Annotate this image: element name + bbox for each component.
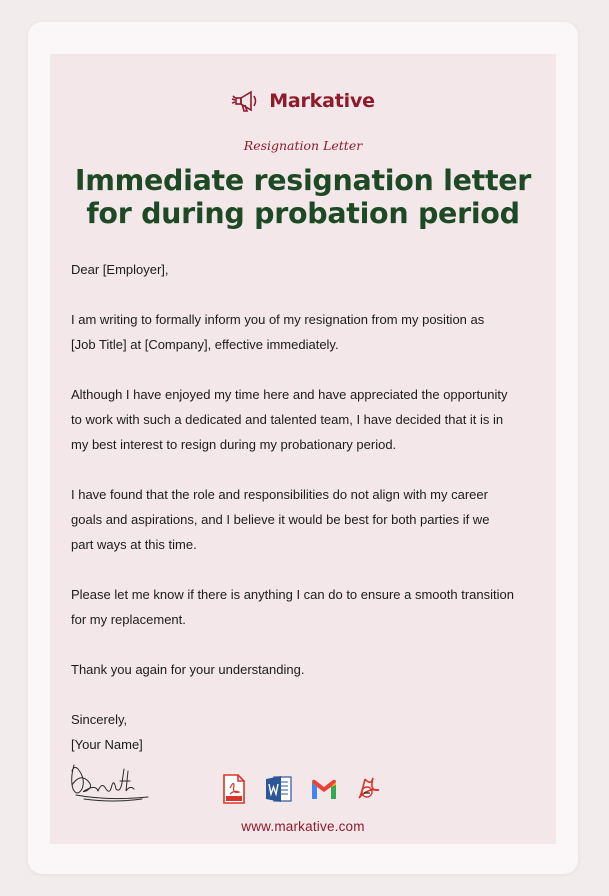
- download-icons: [220, 774, 383, 804]
- paragraph-5: [71, 657, 545, 682]
- paragraph-line: I am writing to formally inform you of my resignation from my position as: [71, 312, 485, 327]
- closing: Sincerely,: [71, 712, 128, 727]
- letter-card: [28, 22, 578, 874]
- pdf-icon[interactable]: [220, 774, 248, 804]
- closing-block: [71, 707, 545, 757]
- paragraph-line: part ways at this time.: [71, 537, 197, 552]
- paragraph-4: [71, 582, 545, 632]
- word-icon[interactable]: [265, 774, 293, 804]
- paragraph-line: Although I have enjoyed my time here and have appreciated the opportunity: [71, 387, 508, 402]
- paragraph-line: to work with such a dedicated and talented team, I have decided that it is in: [71, 412, 504, 427]
- adobe-acrobat-icon[interactable]: [355, 774, 383, 804]
- paragraph-line: [Job Title] at [Company], effective immediately.: [71, 337, 339, 352]
- paragraph-line: goals and aspirations, and I believe it would be best for both parties if we: [71, 512, 490, 527]
- paragraph-3: [71, 482, 545, 557]
- page-title: [60, 164, 546, 230]
- footer-website-link[interactable]: www.markative.com: [241, 819, 365, 834]
- title-line-1: Immediate resignation letter: [74, 164, 532, 197]
- brand-logo: [50, 86, 556, 116]
- paragraph-line: I have found that the role and responsibilities do not align with my career: [71, 487, 488, 502]
- handwritten-signature: [68, 759, 152, 803]
- paragraph-2: [71, 382, 545, 457]
- gmail-icon[interactable]: [310, 774, 338, 804]
- paragraph-line: Thank you again for your understanding.: [71, 662, 305, 677]
- letter-paper: [50, 54, 556, 844]
- paragraph-1: [71, 307, 545, 357]
- title-line-2: for during probation period: [86, 197, 520, 230]
- paragraph-line: for my replacement.: [71, 612, 186, 627]
- greeting: Dear [Employer],: [71, 262, 169, 277]
- megaphone-icon: [231, 86, 265, 116]
- letter-body: [71, 257, 545, 782]
- signature-name: [Your Name]: [71, 737, 143, 752]
- paragraph-line: my best interest to resign during my probationary period.: [71, 437, 397, 452]
- letter-type-label: Resignation Letter: [243, 138, 363, 153]
- brand-name: Markative: [269, 90, 375, 112]
- paragraph-line: Please let me know if there is anything I can do to ensure a smooth transition: [71, 587, 514, 602]
